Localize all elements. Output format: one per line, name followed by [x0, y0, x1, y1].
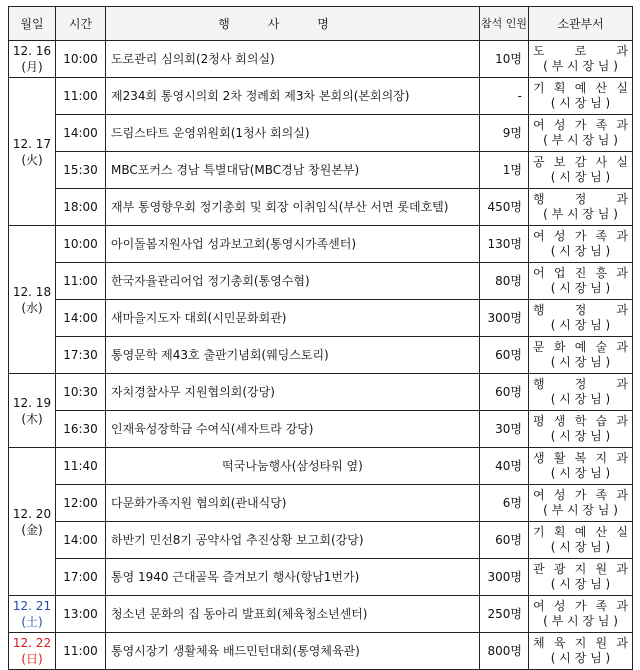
time-cell: 11:40 — [56, 448, 106, 485]
attendee-count-cell: 60명 — [480, 522, 529, 559]
department-name: 공 보 감 사 실 — [533, 155, 628, 169]
table-row — [9, 189, 633, 226]
weekday-text: (土) — [21, 615, 43, 629]
attendee-count-cell: 6명 — [480, 485, 529, 522]
attendee-official: ( 시 장 님 ) — [550, 96, 611, 110]
header-date: 월일 — [9, 7, 56, 41]
department-cell — [529, 78, 633, 115]
department-cell — [529, 189, 633, 226]
attendee-official: ( 시 장 님 ) — [550, 281, 611, 295]
department-cell — [529, 263, 633, 300]
event-cell: 드림스타트 운영위원회(1청사 회의실) — [106, 115, 480, 152]
time-cell: 14:00 — [56, 115, 106, 152]
date-text: 12. 16 — [12, 44, 52, 58]
table-row — [9, 78, 633, 115]
time-cell: 14:00 — [56, 300, 106, 337]
time-cell: 17:30 — [56, 337, 106, 374]
date-text: 12. 21 — [12, 599, 52, 613]
department-name: 도 로 과 — [533, 44, 628, 58]
event-cell: 재부 통영향우회 정기총회 및 회장 이취임식(부산 서면 롯데호텔) — [106, 189, 480, 226]
table-row — [9, 300, 633, 337]
department-cell — [529, 485, 633, 522]
attendee-official: ( 시 장 님 ) — [550, 466, 611, 480]
date-text: 12. 17 — [12, 136, 52, 151]
event-cell: 다문화가족지원 협의회(관내식당) — [106, 485, 480, 522]
event-cell: 자치경찰사무 지원협의회(강당) — [106, 374, 480, 411]
attendee-official: ( 시 장 님 ) — [550, 355, 611, 369]
table-row — [9, 263, 633, 300]
time-cell: 10:30 — [56, 374, 106, 411]
attendee-count-cell: 800명 — [480, 633, 529, 670]
weekday-text: (火) — [21, 152, 43, 167]
department-cell — [529, 411, 633, 448]
weekday-text: (日) — [21, 652, 43, 666]
event-cell: 하반기 민선8기 공약사업 추진상황 보고회(강당) — [106, 522, 480, 559]
date-cell — [9, 226, 56, 374]
attendee-count-cell: 60명 — [480, 337, 529, 374]
department-cell — [529, 115, 633, 152]
event-cell: 통영문학 제43호 출판기념회(웨딩스토리) — [106, 337, 480, 374]
table-row — [9, 226, 633, 263]
attendee-count-cell: 9명 — [480, 115, 529, 152]
date-text: 12. 19 — [12, 395, 52, 410]
department-cell — [529, 226, 633, 263]
date-cell — [9, 41, 56, 78]
attendee-official: ( 시 장 님 ) — [550, 244, 611, 258]
date-cell — [9, 596, 56, 633]
attendee-official: ( 시 장 님 ) — [550, 318, 611, 332]
date-text: 12. 18 — [12, 284, 52, 299]
header-dept: 소관부서 — [529, 7, 633, 41]
attendee-official: ( 시 장 님 ) — [550, 170, 611, 184]
time-cell: 12:00 — [56, 485, 106, 522]
event-cell: 제234회 통영시의회 2차 정례회 제3차 본회의(본회의장) — [106, 78, 480, 115]
table-row — [9, 559, 633, 596]
department-cell — [529, 596, 633, 633]
event-cell: 아이돌봄지원사업 성과보고회(통영시가족센터) — [106, 226, 480, 263]
time-cell: 18:00 — [56, 189, 106, 226]
attendee-count-cell: 80명 — [480, 263, 529, 300]
event-cell: 인재육성장학금 수여식(세자트라 강당) — [106, 411, 480, 448]
weekday-text: (金) — [21, 522, 43, 537]
table-row — [9, 374, 633, 411]
department-cell — [529, 559, 633, 596]
attendee-count-cell: 450명 — [480, 189, 529, 226]
event-cell: 떡국나눔행사(삼성타워 옆) — [106, 448, 480, 485]
event-cell: MBC포커스 경남 특별대담(MBC경남 창원본부) — [106, 152, 480, 189]
event-cell: 한국자율관리어업 정기총회(통영수협) — [106, 263, 480, 300]
department-name: 관 광 지 원 과 — [533, 562, 628, 576]
department-cell — [529, 337, 633, 374]
time-cell: 14:00 — [56, 522, 106, 559]
department-name: 행 정 과 — [533, 377, 628, 391]
department-cell — [529, 152, 633, 189]
table-row — [9, 448, 633, 485]
time-cell: 11:00 — [56, 78, 106, 115]
date-text: 12. 22 — [12, 636, 52, 650]
attendee-count-cell: 30명 — [480, 411, 529, 448]
attendee-official: ( 부 시 장 님 ) — [543, 614, 618, 628]
department-name: 여 성 가 족 과 — [533, 118, 628, 132]
attendee-count-cell: 40명 — [480, 448, 529, 485]
attendee-count-cell: 10명 — [480, 41, 529, 78]
attendee-count-cell: 1명 — [480, 152, 529, 189]
table-row — [9, 522, 633, 559]
department-name: 행 정 과 — [533, 303, 628, 317]
time-cell: 17:00 — [56, 559, 106, 596]
department-name: 체 육 지 원 과 — [533, 636, 628, 650]
weekday-text: (木) — [21, 411, 43, 426]
department-cell — [529, 300, 633, 337]
department-cell — [529, 374, 633, 411]
attendee-official: ( 부 시 장 님 ) — [543, 133, 618, 147]
table-row — [9, 152, 633, 189]
event-cell: 통영시장기 생활체육 배드민턴대회(통영체육관) — [106, 633, 480, 670]
attendee-official: ( 부 시 장 님 ) — [543, 207, 618, 221]
time-cell: 13:00 — [56, 596, 106, 633]
table-body — [9, 41, 633, 670]
date-cell — [9, 78, 56, 226]
table-header — [9, 7, 633, 41]
header-time: 시간 — [56, 7, 106, 41]
time-cell: 11:00 — [56, 633, 106, 670]
weekday-text: (水) — [21, 300, 43, 315]
department-cell — [529, 522, 633, 559]
attendee-official: ( 시 장 님 ) — [550, 392, 611, 406]
table-row — [9, 337, 633, 374]
attendee-count-cell: 130명 — [480, 226, 529, 263]
event-cell: 새마을지도자 대회(시민문화회관) — [106, 300, 480, 337]
table-row — [9, 596, 633, 633]
date-cell — [9, 448, 56, 596]
department-name: 여 성 가 족 과 — [533, 488, 628, 502]
time-cell: 15:30 — [56, 152, 106, 189]
department-name: 여 성 가 족 과 — [533, 599, 628, 613]
department-name: 여 성 가 족 과 — [533, 229, 628, 243]
attendee-count-cell: - — [480, 78, 529, 115]
table-row — [9, 485, 633, 522]
time-cell: 10:00 — [56, 41, 106, 78]
attendee-official: ( 부 시 장 님 ) — [543, 59, 618, 73]
header-seats: 참석 인원 — [480, 7, 529, 41]
attendee-official: ( 시 장 님 ) — [550, 429, 611, 443]
date-text: 12. 20 — [12, 506, 52, 521]
department-name: 기 획 예 산 실 — [533, 81, 628, 95]
attendee-count-cell: 300명 — [480, 559, 529, 596]
time-cell: 16:30 — [56, 411, 106, 448]
schedule-table — [8, 6, 633, 670]
table-row — [9, 115, 633, 152]
department-name: 행 정 과 — [533, 192, 628, 206]
attendee-official: ( 시 장 님 ) — [550, 651, 611, 665]
attendee-count-cell: 300명 — [480, 300, 529, 337]
department-name: 문 화 예 술 과 — [533, 340, 628, 354]
department-name: 평 생 학 습 과 — [533, 414, 628, 428]
event-cell: 청소년 문화의 집 동아리 발표회(체육청소년센터) — [106, 596, 480, 633]
time-cell: 10:00 — [56, 226, 106, 263]
attendee-official: ( 시 장 님 ) — [550, 540, 611, 554]
department-name: 생 활 복 지 과 — [533, 451, 628, 465]
table-row — [9, 633, 633, 670]
attendee-count-cell: 250명 — [480, 596, 529, 633]
attendee-official: ( 시 장 님 ) — [550, 577, 611, 591]
department-cell — [529, 448, 633, 485]
attendee-count-cell: 60명 — [480, 374, 529, 411]
attendee-official: ( 부 시 장 님 ) — [543, 503, 618, 517]
event-cell: 도로관리 심의회(2청사 회의실) — [106, 41, 480, 78]
event-cell: 통영 1940 근대골목 즐겨보기 행사(항남1번가) — [106, 559, 480, 596]
date-cell — [9, 374, 56, 448]
weekday-text: (月) — [21, 60, 43, 74]
department-name: 어 업 진 흥 과 — [533, 266, 628, 280]
date-cell — [9, 633, 56, 670]
department-cell — [529, 633, 633, 670]
table-row — [9, 411, 633, 448]
table-row — [9, 41, 633, 78]
header-event: 행사명 — [106, 7, 480, 41]
department-cell — [529, 41, 633, 78]
time-cell: 11:00 — [56, 263, 106, 300]
department-name: 기 획 예 산 실 — [533, 525, 628, 539]
